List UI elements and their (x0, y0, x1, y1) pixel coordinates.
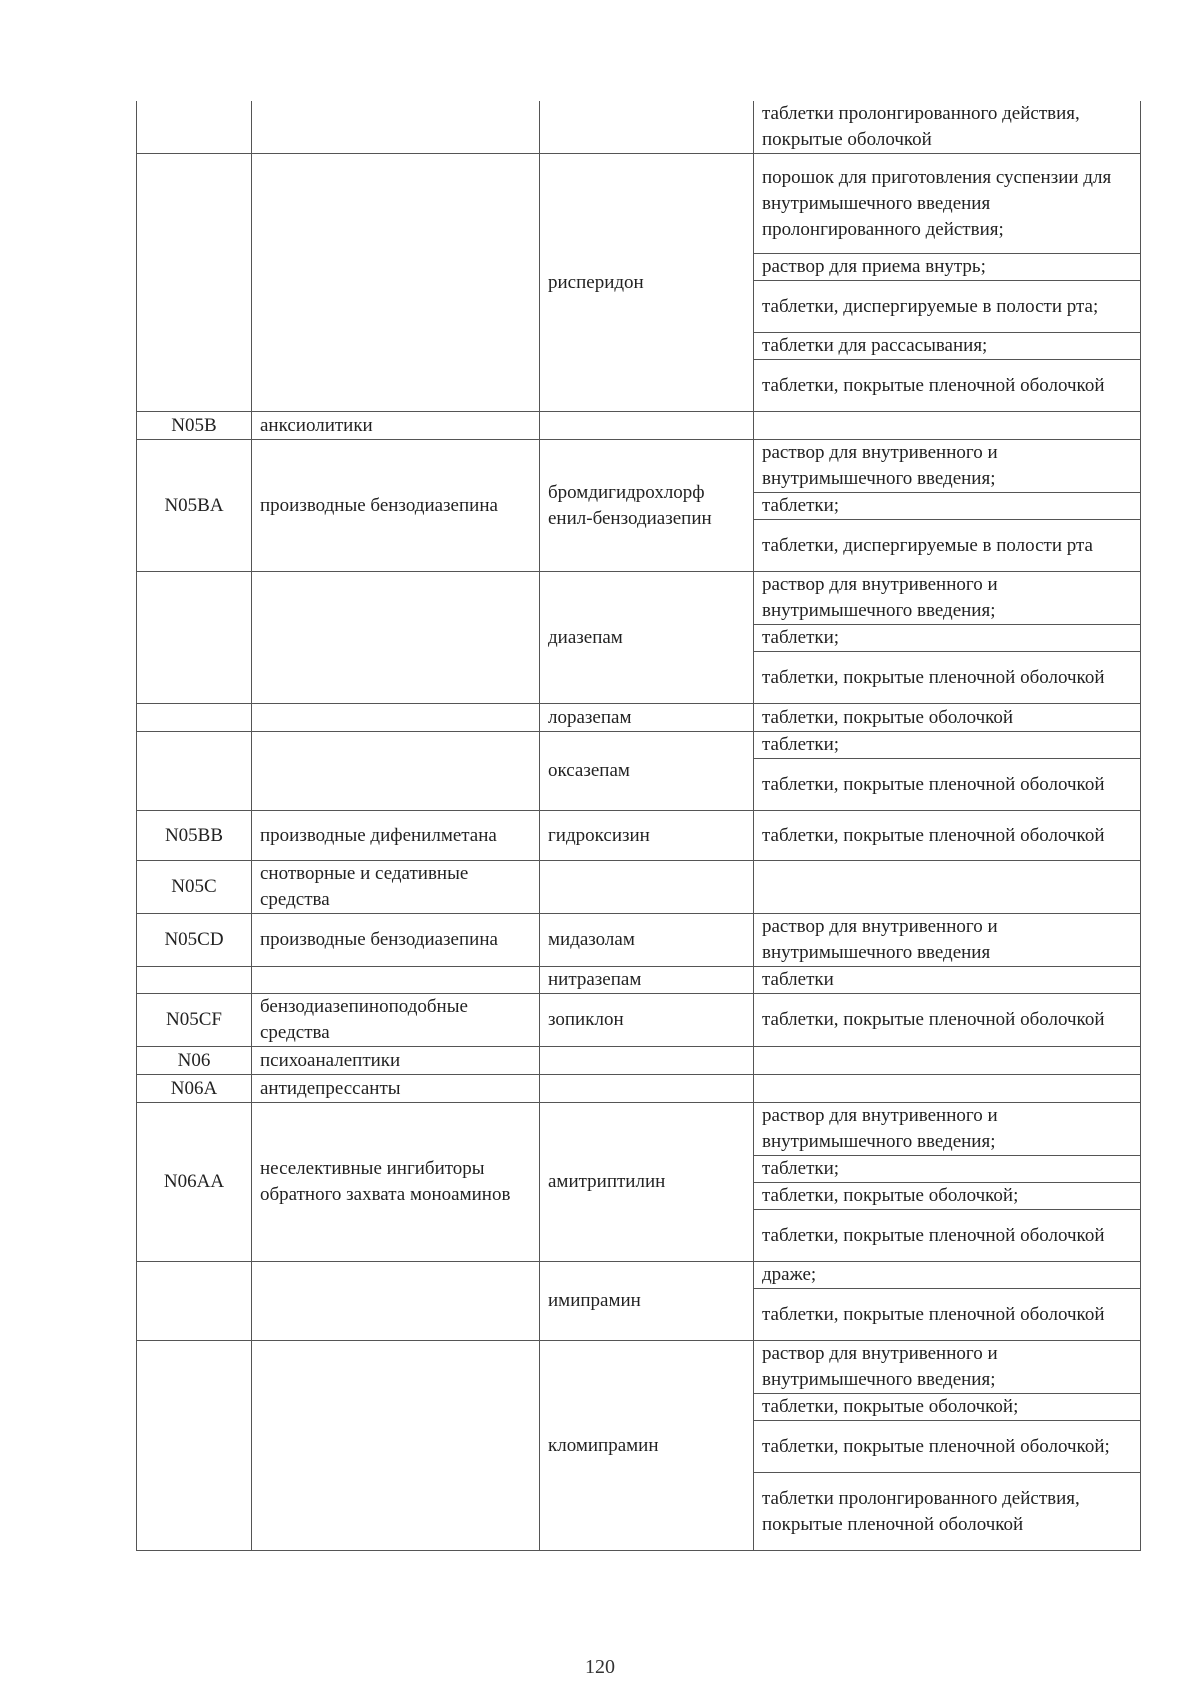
atc-code-cell: N06AA (137, 1103, 252, 1262)
drug-name-cell: диазепам (540, 572, 754, 704)
dosage-form-cell (754, 412, 1141, 440)
group-name-cell (252, 572, 540, 704)
table-row (137, 1341, 1141, 1394)
dosage-form-cell: таблетки, диспергируемые в полости рта (754, 520, 1141, 572)
dosage-form-cell: раствор для приема внутрь; (754, 254, 1141, 281)
dosage-form-cell: таблетки, покрытые пленочной оболочкой (754, 994, 1141, 1047)
dosage-form-cell: таблетки; (754, 1156, 1141, 1183)
dosage-form-cell: таблетки; (754, 625, 1141, 652)
atc-code-cell: N05B (137, 412, 252, 440)
group-name-cell (252, 1341, 540, 1551)
atc-code-cell (137, 732, 252, 811)
group-name-cell: снотворные и седативные средства (252, 861, 540, 914)
dosage-form-cell: таблетки пролонгированного действия, покрытые оболочкой (754, 101, 1141, 154)
dosage-form-cell: таблетки (754, 967, 1141, 994)
group-name-cell: психоаналептики (252, 1047, 540, 1075)
drug-name-cell: нитразепам (540, 967, 754, 994)
dosage-form-cell: таблетки; (754, 732, 1141, 759)
table-row (137, 1262, 1141, 1289)
atc-code-cell (137, 704, 252, 732)
group-name-cell (252, 704, 540, 732)
drug-name-cell (540, 1075, 754, 1103)
atc-code-cell: N05BB (137, 811, 252, 861)
table-row (137, 861, 1141, 914)
drug-name-cell (540, 412, 754, 440)
drug-name-cell: гидроксизин (540, 811, 754, 861)
dosage-form-cell: таблетки; (754, 493, 1141, 520)
drug-name-cell: рисперидон (540, 154, 754, 412)
dosage-form-cell (754, 861, 1141, 914)
drug-name-cell: зопиклон (540, 994, 754, 1047)
drug-name-cell: бромдигидрохлорф енил-бензодиазепин (540, 440, 754, 572)
table-row (137, 572, 1141, 625)
group-name-cell (252, 154, 540, 412)
table-row (137, 914, 1141, 967)
drug-name-cell: мидазолам (540, 914, 754, 967)
group-name-cell (252, 967, 540, 994)
group-name-cell: бензодиазепиноподобные средства (252, 994, 540, 1047)
dosage-form-cell: таблетки, покрытые пленочной оболочкой (754, 360, 1141, 412)
drug-name-cell: оксазепам (540, 732, 754, 811)
dosage-form-cell: таблетки, покрытые оболочкой (754, 704, 1141, 732)
group-name-cell: производные бензодиазепина (252, 914, 540, 967)
group-name-cell (252, 101, 540, 154)
atc-code-cell (137, 1262, 252, 1341)
group-name-cell: неселективные ингибиторы обратного захвата моноаминов (252, 1103, 540, 1262)
table-row (137, 811, 1141, 861)
dosage-form-cell: таблетки, покрытые пленочной оболочкой (754, 652, 1141, 704)
dosage-form-cell: таблетки, диспергируемые в полости рта; (754, 281, 1141, 333)
dosage-form-cell: раствор для внутривенного и внутримышечного введения; (754, 1103, 1141, 1156)
atc-code-cell: N06A (137, 1075, 252, 1103)
atc-code-cell (137, 101, 252, 154)
table-body (137, 101, 1141, 1551)
group-name-cell: производные дифенилметана (252, 811, 540, 861)
dosage-form-cell: раствор для внутривенного и внутримышечного введения; (754, 1341, 1141, 1394)
drug-name-cell (540, 1047, 754, 1075)
dosage-form-cell: таблетки, покрытые пленочной оболочкой (754, 1289, 1141, 1341)
dosage-form-cell: таблетки для рассасывания; (754, 333, 1141, 360)
drug-table (136, 101, 1141, 1551)
atc-code-cell (137, 572, 252, 704)
atc-code-cell (137, 1341, 252, 1551)
atc-code-cell: N05BA (137, 440, 252, 572)
group-name-cell (252, 1262, 540, 1341)
drug-name-cell: имипрамин (540, 1262, 754, 1341)
table-row (137, 1103, 1141, 1156)
dosage-form-cell: таблетки, покрытые пленочной оболочкой; (754, 1421, 1141, 1473)
dosage-form-cell: раствор для внутривенного и внутримышечного введения; (754, 440, 1141, 493)
dosage-form-cell: раствор для внутривенного и внутримышечного введения; (754, 572, 1141, 625)
dosage-form-cell: таблетки, покрытые пленочной оболочкой (754, 1210, 1141, 1262)
dosage-form-cell: таблетки, покрытые пленочной оболочкой (754, 811, 1141, 861)
dosage-form-cell: порошок для приготовления суспензии для внутримышечного введения пролонгированного действия; (754, 154, 1141, 254)
table-row (137, 1047, 1141, 1075)
drug-name-cell: лоразепам (540, 704, 754, 732)
atc-code-cell: N05CD (137, 914, 252, 967)
atc-code-cell: N05C (137, 861, 252, 914)
table-row (137, 412, 1141, 440)
table-row (137, 440, 1141, 493)
group-name-cell: антидепрессанты (252, 1075, 540, 1103)
drug-name-cell: кломипрамин (540, 1341, 754, 1551)
drug-name-cell (540, 101, 754, 154)
dosage-form-cell (754, 1075, 1141, 1103)
dosage-form-cell: раствор для внутривенного и внутримышечного введения (754, 914, 1141, 967)
table-row (137, 967, 1141, 994)
dosage-form-cell: таблетки, покрытые оболочкой; (754, 1394, 1141, 1421)
table-row (137, 704, 1141, 732)
group-name-cell (252, 732, 540, 811)
table-row (137, 154, 1141, 254)
dosage-form-cell: таблетки пролонгированного действия, покрытые пленочной оболочкой (754, 1473, 1141, 1551)
dosage-form-cell: драже; (754, 1262, 1141, 1289)
dosage-form-cell (754, 1047, 1141, 1075)
dosage-form-cell: таблетки, покрытые пленочной оболочкой (754, 759, 1141, 811)
page-number: 120 (585, 1656, 615, 1678)
table-row (137, 101, 1141, 154)
atc-code-cell: N06 (137, 1047, 252, 1075)
table-row (137, 732, 1141, 759)
drug-name-cell (540, 861, 754, 914)
atc-code-cell (137, 154, 252, 412)
atc-code-cell: N05CF (137, 994, 252, 1047)
group-name-cell: производные бензодиазепина (252, 440, 540, 572)
table-row (137, 994, 1141, 1047)
drug-name-cell: амитриптилин (540, 1103, 754, 1262)
group-name-cell: анксиолитики (252, 412, 540, 440)
atc-code-cell (137, 967, 252, 994)
table-row (137, 1075, 1141, 1103)
dosage-form-cell: таблетки, покрытые оболочкой; (754, 1183, 1141, 1210)
